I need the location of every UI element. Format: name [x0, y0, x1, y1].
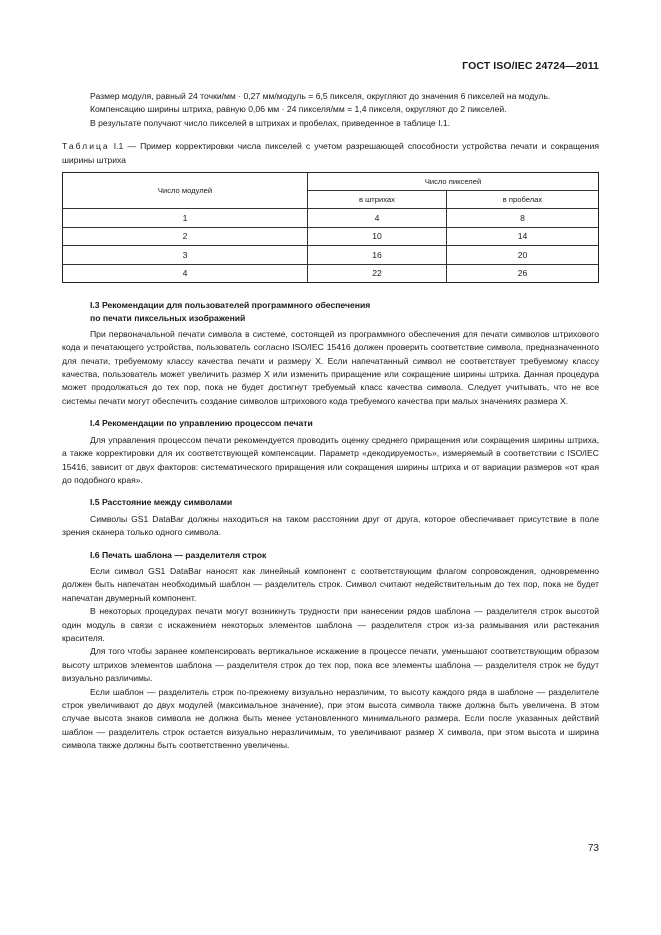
cell-modules: 4 — [63, 264, 308, 283]
table-caption-text: I.1 — Пример корректировки числа пикселей с учетом разрешающей способности устройства печати и сокращения ширины штриха — [62, 141, 599, 165]
standard-header: ГОСТ ISO/IEC 24724—2011 — [462, 60, 599, 72]
header-in-spaces: в пробелах — [446, 191, 598, 209]
section-heading-i3-line1: I.3 Рекомендации для пользователей программного обеспечения — [90, 300, 371, 311]
page-number: 73 — [587, 843, 599, 854]
header-pixel-count: Число пикселей — [308, 173, 599, 191]
cell-bars: 22 — [308, 264, 447, 283]
cell-bars: 4 — [308, 209, 447, 228]
cell-modules: 1 — [63, 209, 308, 228]
section-i5-paragraph: Символы GS1 DataBar должны находиться на таком расстоянии друг от друга, которое обеспечивает присутствие в поле зрения сканера только одного символа. — [62, 513, 599, 538]
section-i6-paragraph-1: Если символ GS1 DataBar наносят как линейный компонент с соответствующим флагом сопровождения, одновременно должен быть напечатан необходимый шаблон — разделитель строк. Символ считают недействительным до тех пор, пока не будет напечатан двумерный компонент. — [62, 565, 599, 603]
intro-paragraph-bar-compensation: Компенсацию ширины штриха, равную 0,06 мм · 24 пикселя/мм = 1,4 пикселя, округляют до 2 пикселей. — [90, 104, 507, 115]
section-i6-paragraph-2: В некоторых процедурах печати могут возникнуть трудности при нанесении рядов шаблона — разделителя строк высотой один модуль в связи с искажением некоторых элементов шаблона — разделителя строк из-за размывания или растекания красителя. — [62, 606, 599, 643]
intro-paragraph-module-size: Размер модуля, равный 24 точки/мм · 0,27 мм/модуль = 6,5 пикселя, округляют до значения 6 пикселей на модуль. — [90, 91, 551, 101]
table-caption — [62, 140, 599, 167]
section-heading-i5: I.5 Расстояние между символами — [90, 497, 233, 508]
section-i6-paragraph-3: Для того чтобы заранее компенсировать вертикальное искажение в процессе печати, уменьшают соответствующим образом высоту штрихов элементов шаблона — разделителя строк до тех пор, пока все элементы шаблона — разделителя строк не будут визуально различимы. — [62, 646, 599, 684]
section-heading-i6: I.6 Печать шаблона — разделителя строк — [90, 549, 267, 560]
cell-bars: 16 — [308, 246, 447, 265]
table-row — [63, 209, 599, 228]
header-in-bars: в штрихах — [308, 191, 447, 209]
intro-paragraph-result: В результате получают число пикселей в штрихах и пробелах, приведенное в таблице I.1. — [90, 117, 451, 128]
pixel-count-table — [62, 172, 599, 283]
page-content — [62, 90, 599, 753]
table-caption-label: Таблица — [62, 141, 110, 152]
table-row — [63, 227, 599, 246]
table-row — [63, 264, 599, 283]
section-i6-paragraph-4: Если шаблон — разделитель строк по-прежнему визуально неразличим, то высоту каждого ряда в шаблоне — разделителе строк увеличивают до двух модулей (максимальное значение), при этом высота символа также должна быть увеличена. В этом случае высота знаков символа не должна быть менее установленного минимального размера. Если после указанных действий шаблон — разделитель строк остается визуально неразличимым, то увеличивают размер X символа, при этом высота и ширина символа также должны быть соответственно увеличены. — [62, 686, 599, 751]
header-module-count: Число модулей — [63, 173, 308, 209]
section-heading-i4: I.4 Рекомендации по управлению процессом печати — [90, 418, 313, 429]
cell-bars: 10 — [308, 227, 447, 246]
table-row — [63, 246, 599, 265]
section-i4-paragraph: Для управления процессом печати рекомендуется проводить оценку среднего приращения или сокращения ширины штриха, а также корректировки для их соответствующей компенсации. Параметр «декодируемость», измеряемый в соответствии с ISO/IEC 15416, зависит от двух факторов: систематического приращения или сокращения ширины штриха и от вариации размеров «от края до подобного края». — [62, 434, 599, 485]
cell-modules: 2 — [63, 227, 308, 246]
cell-modules: 3 — [63, 246, 308, 265]
cell-spaces: 8 — [446, 209, 598, 228]
cell-spaces: 20 — [446, 246, 598, 265]
section-i3-paragraph: При первоначальной печати символа в системе, состоящей из программного обеспечения для печати символов штрихового кода и печатающего устройства, пользователь согласно ISO/IEC 15416 должен проверить соответствие символа, предназначенного для печати, требуемому классу качества печати и размеру X. Если напечатанный символ не соответствует требуемому классу качества, пользователь может увеличить размер X или изменить приращение или сокращение ширины штриха. Данная процедура может продолжаться до тех пор, пока не будет достигнут требуемый класс качества символа. Следует учитывать, что не все системы печати могут обеспечить создание символов штрихового кода требуемого качества при малых значениях размера X. — [62, 328, 599, 406]
section-heading-i3-line2: по печати пиксельных изображений — [90, 313, 246, 324]
cell-spaces: 26 — [446, 264, 598, 283]
cell-spaces: 14 — [446, 227, 598, 246]
